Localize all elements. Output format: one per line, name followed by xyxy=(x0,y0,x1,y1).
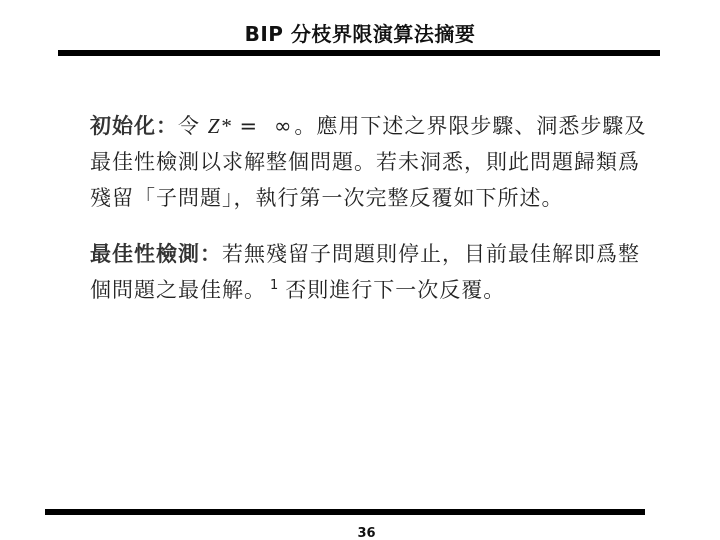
initialization-label: 初始化： xyxy=(90,114,178,138)
footnote-mark: 1 xyxy=(270,278,280,293)
initialization-paragraph xyxy=(90,108,650,216)
slide-title: BIP 分枝界限演算法摘要 xyxy=(244,22,476,46)
initialization-text-before-math: 令 xyxy=(178,114,208,138)
optimality-test-label: 最佳性檢測： xyxy=(90,242,222,266)
equals-sign: = xyxy=(231,114,266,138)
infinity-symbol: ∞ xyxy=(273,114,293,138)
optimality-test-paragraph xyxy=(90,236,650,308)
optimality-test-text: 若無殘留子問題則停止，目前最佳解即爲整個問題之最佳解。 xyxy=(90,242,640,302)
page-number: 36 xyxy=(357,526,376,540)
initialization-text-after-math: 。應用下述之界限步驟、洞悉步驟及最佳性檢測以求解整個問題。若未洞悉，則此問題歸類爲殘留「子問題」，執行第一次完整反覆如下所述。 xyxy=(90,114,647,210)
z-star-variable: Z* xyxy=(207,114,232,138)
footer-divider xyxy=(45,509,645,515)
title-divider xyxy=(58,50,660,56)
optimality-test-text-continued: 否則進行下一次反覆。 xyxy=(285,278,506,302)
